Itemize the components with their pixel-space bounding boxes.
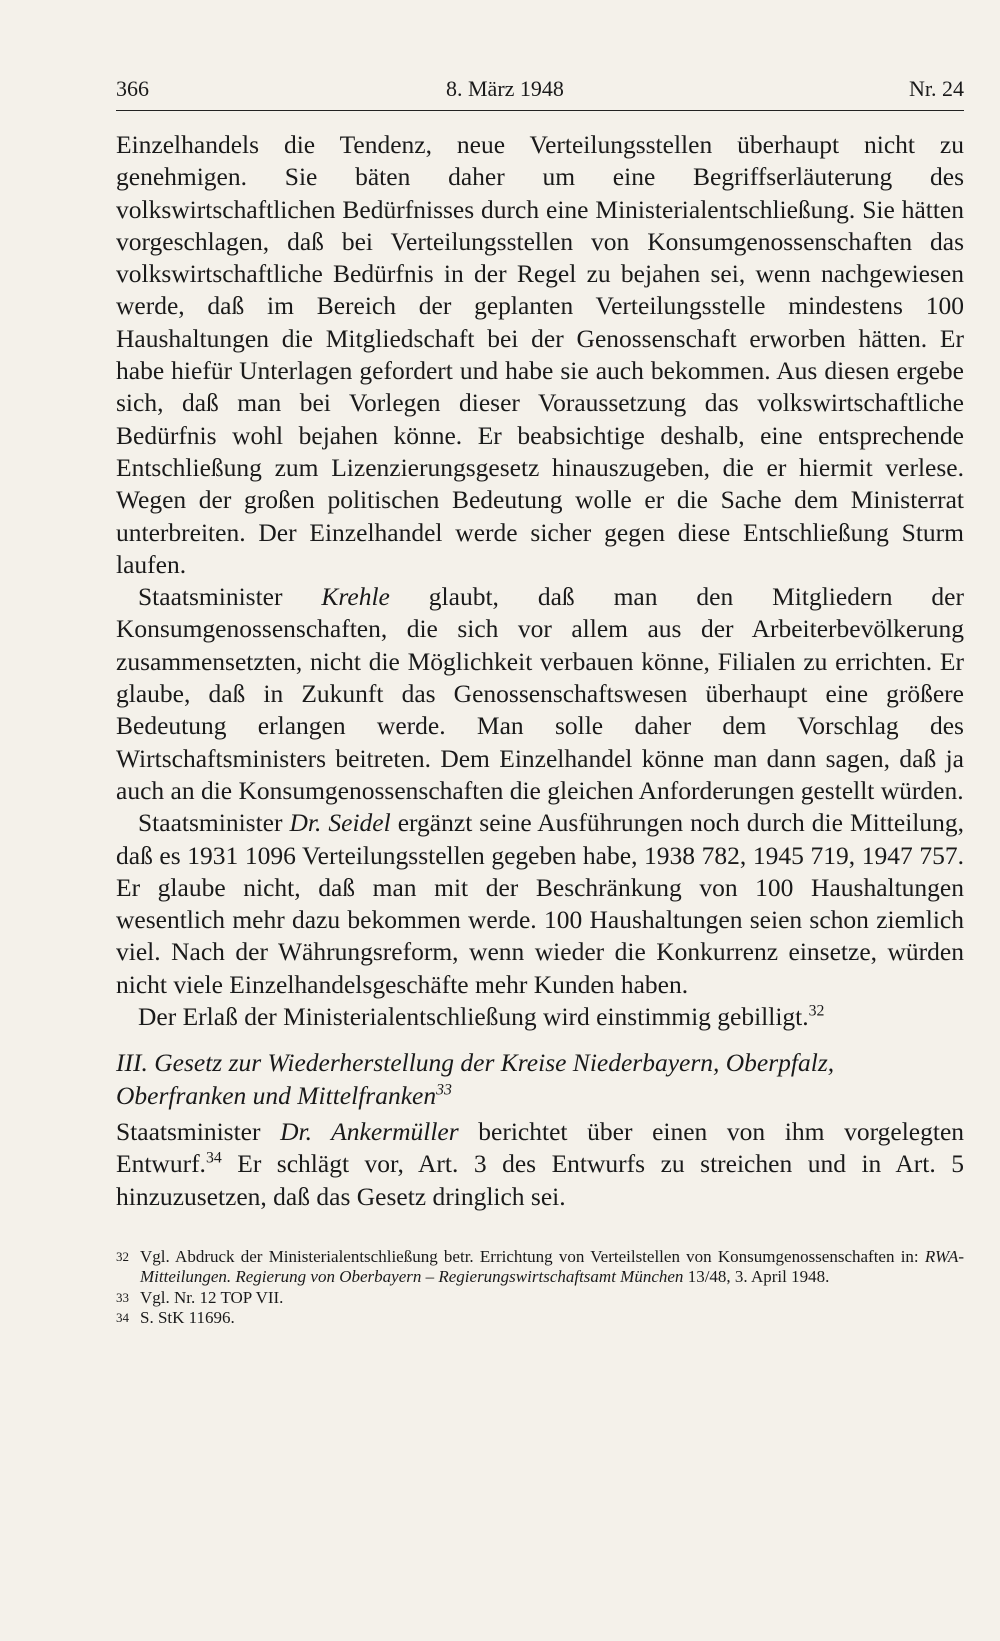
section-heading: [116, 1047, 964, 1112]
speaker-name: Dr. Ankermüller: [280, 1116, 459, 1146]
footnotes: [116, 1247, 964, 1329]
header-date: 8. März 1948: [446, 76, 564, 101]
footnote-ref[interactable]: 33: [436, 1081, 452, 1099]
main-text: [116, 129, 964, 1213]
footnote-ref[interactable]: 34: [205, 1149, 222, 1167]
speaker-name: Dr. Seidel: [289, 808, 391, 838]
page-header: [116, 76, 964, 110]
paragraph-2-lead: Staatsminister: [138, 582, 322, 612]
footnote-number: 33: [116, 1289, 129, 1305]
footnote-ref[interactable]: 32: [808, 1002, 825, 1020]
footnote: [116, 1308, 964, 1329]
paragraph-3: [116, 807, 964, 1001]
paragraph-5-text: berichtet über einen von ihm vorgelegten Entwurf.: [116, 1116, 965, 1179]
paragraph-1: Einzelhandels die Tendenz, neue Verteilungsstellen überhaupt nicht zu genehmigen. Sie bäten daher um eine Begriffserläuterung des volkswirtschaftlichen Bedürfnisses durch eine Ministerialentschließung. Sie hätten vorgeschlagen, daß bei Verteilungsstellen von Konsumgenossenschaften das volkswirtschaftliche Bedürfnis in der Regel zu bejahen sei, wenn nachgewiesen werde, daß im Bereich der geplanten Verteilungsstelle mindestens 100 Haushaltungen die Mitgliedschaft bei der Genossenschaft erworben hätten. Er habe hiefür Unterlagen gefordert und habe sie auch bekommen. Aus diesen ergebe sich, daß man bei Vorlegen dieser Voraussetzung das volkswirtschaftliche Bedürfnis wohl bejahen könne. Er beabsichtige deshalb, eine entsprechende Entschließung zum Lizenzierungsgesetz hinauszugeben, die er hiermit verlese. Wegen der großen politischen Bedeutung wolle er die Sache dem Ministerrat unterbreiten. Der Einzelhandel werde sicher gegen diese Entschließung Sturm laufen.: [116, 130, 964, 579]
footnote-text-part: 13/48, 3. April 1948.: [683, 1267, 830, 1287]
paragraph-5: [116, 1116, 964, 1213]
footnote: [116, 1247, 964, 1288]
paragraph-4-text: Der Erlaß der Ministerialentschließung wird einstimmig gebilligt.: [138, 1002, 809, 1032]
paragraph-5-text-end: Er schlägt vor, Art. 3 des Entwurfs zu streichen und in Art. 5 hinzuzusetzen, daß das Gesetz dringlich sei.: [116, 1149, 964, 1211]
footnote-text: [140, 1247, 964, 1288]
document-page: [116, 76, 964, 1329]
footnote-text: S. StK 11696.: [140, 1308, 235, 1328]
section-title: III. Gesetz zur Wiederherstellung der Kreise Niederbayern, Oberpfalz, Oberfranken und Mittelfranken: [116, 1048, 835, 1110]
paragraph-3-text: ergänzt seine Ausführungen noch durch die Mitteilung, daß es 1931 1096 Verteilungsstellen gegeben habe, 1938 782, 1945 719, 1947 757. Er glaube nicht, daß man mit der Beschränkung von 100 Haushaltungen wesentlich mehr dazu bekommen werde. 100 Haushaltungen seien schon ziemlich viel. Nach der Währungsreform, wenn wieder die Konkurrenz einsetze, würden nicht viele Einzelhandelsgeschäfte mehr Kunden haben.: [116, 808, 964, 999]
footnote-number: 34: [116, 1310, 129, 1326]
footnote: [116, 1288, 964, 1309]
footnote-source-title: RWA-Mitteilungen. Regierung von Oberbayern – Regierungswirtschaftsamt München: [140, 1246, 964, 1287]
paragraph-4: [116, 1001, 964, 1033]
footnote-text-part: Vgl. Abdruck der Ministerialentschließung betr. Errichtung von Verteilstellen von Konsumgenossenschaften in:: [140, 1246, 925, 1266]
issue-number: Nr. 24: [909, 76, 964, 101]
paragraph-5-lead: Staatsminister: [116, 1116, 281, 1146]
page-number: 366: [116, 76, 149, 101]
header-rule: [116, 110, 964, 111]
paragraph-3-lead: Staatsminister: [138, 808, 290, 838]
paragraph-2: [116, 581, 964, 807]
footnote-text: Vgl. Nr. 12 TOP VII.: [140, 1287, 284, 1307]
footnote-number: 32: [116, 1248, 129, 1264]
paragraph-2-text: glaubt, daß man den Mitgliedern der Konsumgenossenschaften, die sich vor allem aus der Arbeiterbevölkerung zusammensetzten, nicht die Möglichkeit verbauen könne, Filialen zu errichten. Er glaube, daß in Zukunft das Genossenschaftswesen überhaupt eine größere Bedeutung erlangen werde. Man solle daher dem Vorschlag des Wirtschaftsministers beitreten. Dem Einzelhandel könne man dann sagen, daß ja auch an die Konsumgenossenschaften die gleichen Anforderungen gestellt würden.: [116, 582, 964, 805]
speaker-name: Krehle: [321, 582, 390, 612]
